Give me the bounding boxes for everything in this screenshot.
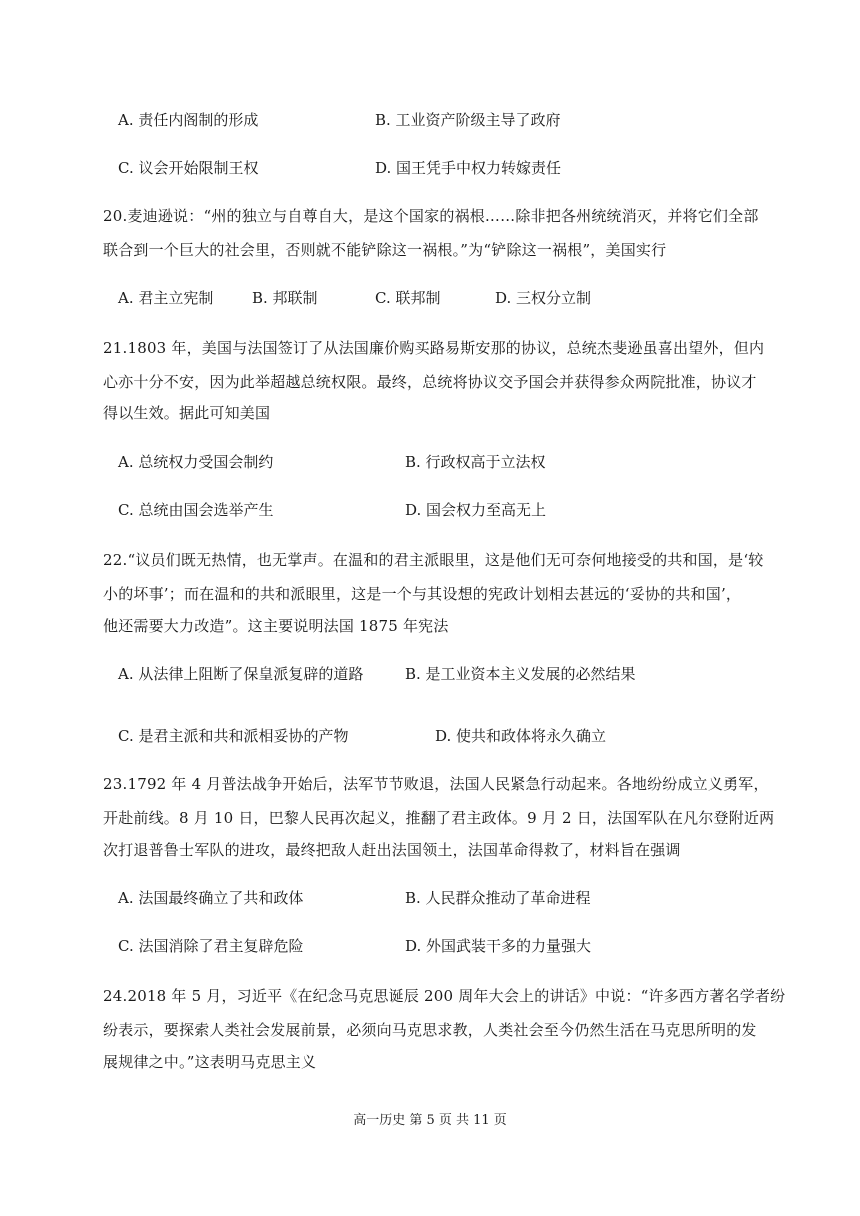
q23-option-d: D. 外国武装干多的力量强大	[405, 937, 592, 955]
q20-stem-line-2: 联合到一个巨大的社会里，否则就不能铲除这一祸根。”为“铲除这一祸根”，美国实行	[103, 241, 667, 259]
q20-stem-line-1: 20.麦迪逊说：“州的独立与自尊自大，是这个国家的祸根……除非把各州统统消灭，并将它们全部	[103, 207, 759, 225]
q21-stem-line-2: 心亦十分不安，因为此举超越总统权限。最终，总统将协议交予国会并获得参众两院批准，协议才	[103, 373, 757, 391]
q22-option-b: B. 是工业资本主义发展的必然结果	[405, 665, 636, 683]
q19-option-c: C. 议会开始限制王权	[118, 159, 259, 177]
q19-option-a: A. 责任内阁制的形成	[118, 111, 259, 129]
q23-option-c: C. 法国消除了君主复辟危险	[118, 937, 304, 955]
q19-option-b: B. 工业资产阶级主导了政府	[375, 111, 561, 129]
q19-option-d: D. 国王凭手中权力转嫁责任	[375, 159, 562, 177]
q22-option-a: A. 从法律上阻断了保皇派复辟的道路	[118, 665, 364, 683]
q23-option-a: A. 法国最终确立了共和政体	[118, 889, 304, 907]
q20-option-d: D. 三权分立制	[495, 289, 592, 307]
page-footer: 高一历史 第 5 页 共 11 页	[353, 1113, 507, 1128]
q24-stem-line-1: 24.2018 年 5 月，习近平《在纪念马克思诞辰 200 周年大会上的讲话》中说：“许多西方著名学者纷	[103, 987, 786, 1005]
q23-stem-line-3: 次打退普鲁士军队的进攻，最终把敌人赶出法国领土，法国革命得救了，材料旨在强调	[103, 841, 681, 859]
q22-option-c: C. 是君主派和共和派相妥协的产物	[118, 727, 349, 745]
q21-option-d: D. 国会权力至高无上	[405, 501, 547, 519]
q21-option-b: B. 行政权高于立法权	[405, 453, 546, 471]
q20-option-b: B. 邦联制	[252, 289, 318, 307]
q22-stem-line-2: 小的坏事’；而在温和的共和派眼里，这是一个与其设想的宪政计划相去甚远的‘妥协的共和国’，	[103, 585, 742, 603]
q23-option-b: B. 人民群众推动了革命进程	[405, 889, 591, 907]
q21-stem-line-3: 得以生效。据此可知美国	[103, 404, 271, 422]
q22-stem-line-1: 22.“议员们既无热情，也无掌声。在温和的君主派眼里，这是他们无可奈何地接受的共和国，是‘较	[103, 551, 764, 569]
q24-stem-line-2: 纷表示，要探索人类社会发展前景，必须向马克思求教，人类社会至今仍然生活在马克思所明的发	[103, 1021, 757, 1039]
q22-option-d: D. 使共和政体将永久确立	[435, 727, 607, 745]
q20-option-c: C. 联邦制	[375, 289, 441, 307]
q21-option-c: C. 总统由国会选举产生	[118, 501, 274, 519]
q21-stem-line-1: 21.1803 年，美国与法国签订了从法国廉价购买路易斯安那的协议，总统杰斐逊虽喜出望外，但内	[103, 339, 765, 357]
q20-option-a: A. 君主立宪制	[118, 289, 214, 307]
q23-stem-line-1: 23.1792 年 4 月普法战争开始后，法军节节败退，法国人民紧急行动起来。各地纷纷成立义勇军，	[103, 775, 769, 793]
q24-stem-line-3: 展规律之中。”这表明马克思主义	[103, 1053, 317, 1071]
q23-stem-line-2: 开赴前线。8 月 10 日，巴黎人民再次起义，推翻了君主政体。9 月 2 日，法国军队在凡尔登附近两	[103, 809, 775, 827]
q22-stem-line-3: 他还需要大力改造”。这主要说明法国 1875 年宪法	[103, 617, 449, 635]
q21-option-a: A. 总统权力受国会制约	[118, 453, 274, 471]
